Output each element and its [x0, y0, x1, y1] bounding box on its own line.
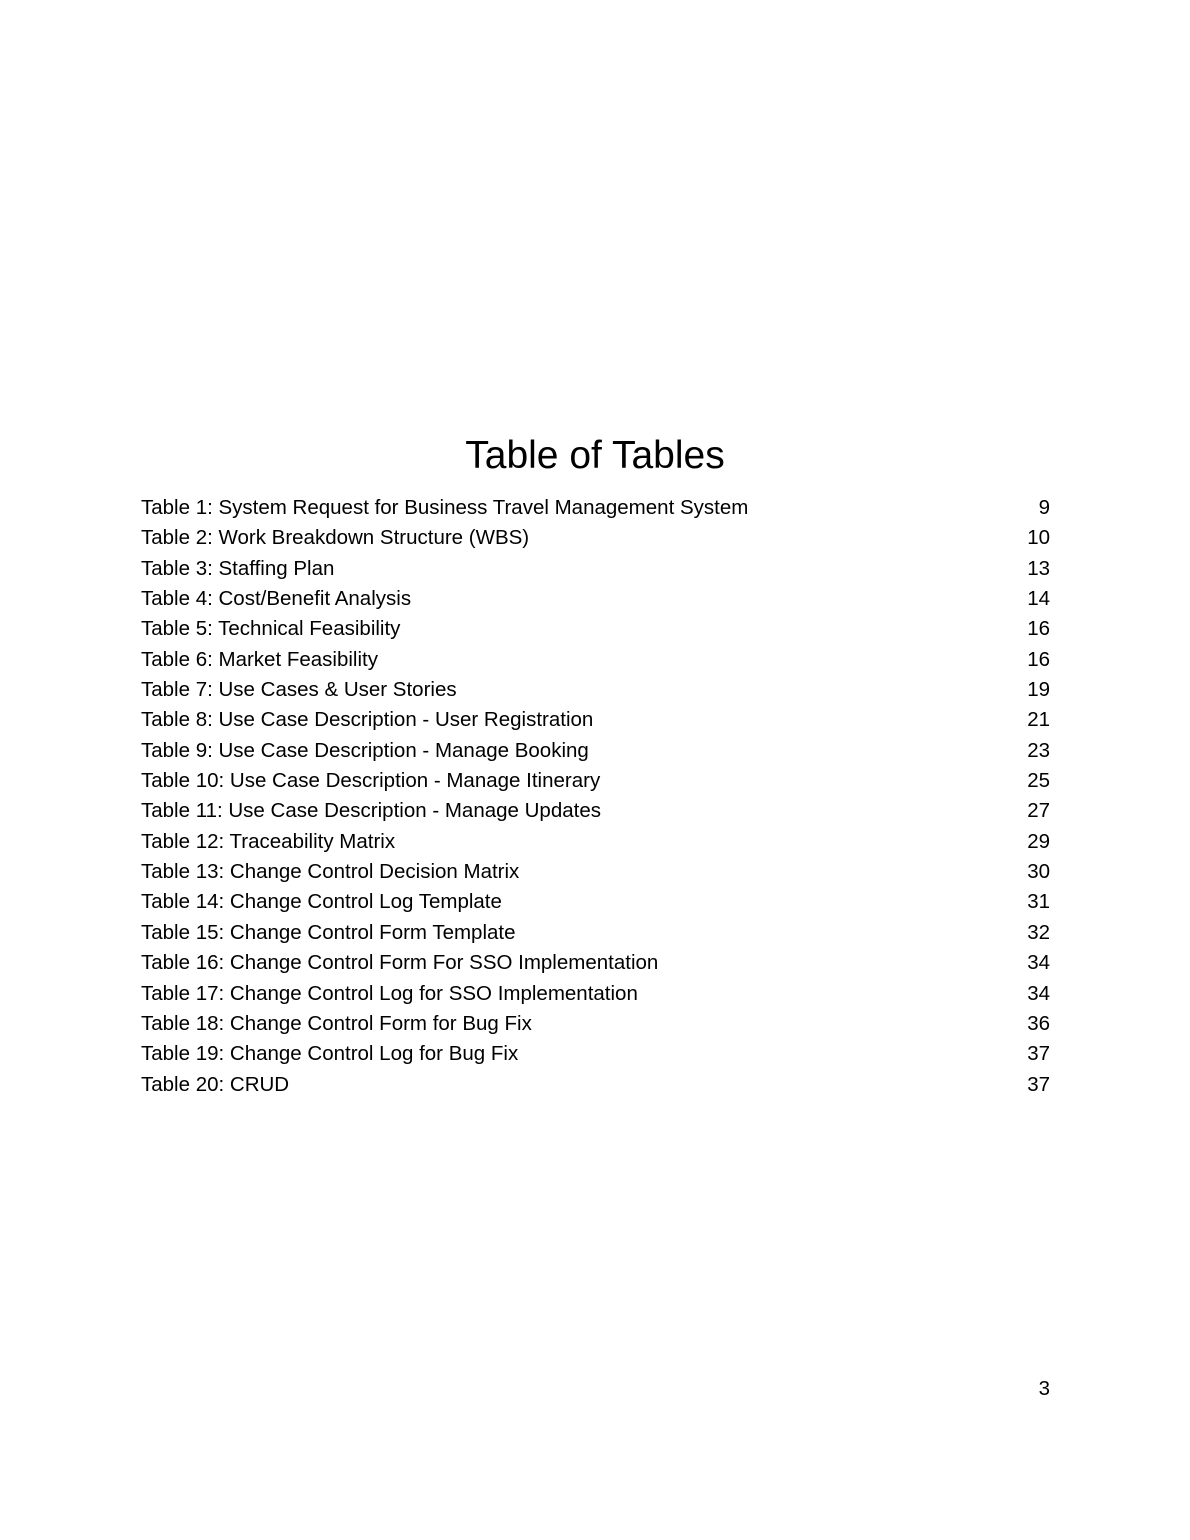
toc-entry-label: Table 17: Change Control Log for SSO Implementation [141, 981, 638, 1005]
toc-entry-page: 19 [1027, 678, 1050, 702]
toc-entry-page: 36 [1027, 1011, 1050, 1035]
toc-entry[interactable] [141, 645, 1050, 675]
toc-entry[interactable] [141, 705, 1050, 735]
toc-entry[interactable] [141, 827, 1050, 857]
toc-entry-page: 37 [1027, 1072, 1050, 1096]
toc-entry-label: Table 11: Use Case Description - Manage Updates [141, 799, 601, 823]
toc-entry[interactable] [141, 523, 1050, 553]
toc-entry[interactable] [141, 614, 1050, 644]
toc-entry-label: Table 8: Use Case Description - User Registration [141, 708, 594, 732]
toc-entry-label: Table 3: Staffing Plan [141, 556, 335, 580]
page-title: Table of Tables [465, 434, 725, 477]
toc-entry[interactable] [141, 857, 1050, 887]
page-number: 3 [1038, 1377, 1050, 1400]
toc-entry[interactable] [141, 675, 1050, 705]
toc-entry-label: Table 18: Change Control Form for Bug Fix [141, 1011, 532, 1035]
toc-entry[interactable] [141, 736, 1050, 766]
toc-entry-page: 31 [1027, 890, 1050, 914]
toc-entry-page: 21 [1027, 708, 1050, 732]
toc-entry-label: Table 13: Change Control Decision Matrix [141, 860, 520, 884]
toc-entry-label: Table 6: Market Feasibility [141, 647, 378, 671]
toc-entry-page: 37 [1027, 1042, 1050, 1066]
toc-entry[interactable] [141, 584, 1050, 614]
toc-entry-page: 23 [1027, 738, 1050, 762]
toc-entry-page: 27 [1027, 799, 1050, 823]
toc-entry[interactable] [141, 887, 1050, 917]
toc-entry[interactable] [141, 918, 1050, 948]
toc-entry[interactable] [141, 1039, 1050, 1069]
toc-entry-label: Table 12: Traceability Matrix [141, 829, 396, 853]
toc-entry-label: Table 9: Use Case Description - Manage Booking [141, 738, 589, 762]
toc-entry-page: 9 [1038, 496, 1050, 519]
toc-entry-label: Table 10: Use Case Description - Manage Itinerary [141, 769, 601, 793]
toc-entry-label: Table 20: CRUD [141, 1072, 290, 1096]
toc-entry-label: Table 2: Work Breakdown Structure (WBS) [141, 526, 530, 550]
toc-entry[interactable] [141, 948, 1050, 978]
toc-entry-page: 30 [1027, 860, 1050, 884]
table-of-tables-list [141, 493, 1050, 1100]
toc-entry-label: Table 4: Cost/Benefit Analysis [141, 587, 412, 611]
toc-entry[interactable] [141, 1009, 1050, 1039]
toc-entry-page: 16 [1027, 647, 1050, 671]
toc-entry-page: 10 [1027, 526, 1050, 550]
toc-entry-page: 14 [1027, 587, 1050, 611]
toc-entry-page: 16 [1027, 617, 1050, 641]
toc-entry-label: Table 16: Change Control Form For SSO Implementation [141, 951, 659, 975]
toc-entry-page: 25 [1027, 769, 1050, 793]
toc-entry-page: 34 [1027, 951, 1050, 975]
toc-entry[interactable] [141, 796, 1050, 826]
toc-entry-label: Table 14: Change Control Log Template [141, 890, 502, 914]
toc-entry[interactable] [141, 766, 1050, 796]
toc-entry[interactable] [141, 979, 1050, 1009]
toc-entry-label: Table 19: Change Control Log for Bug Fix [141, 1042, 519, 1066]
toc-entry-label: Table 15: Change Control Form Template [141, 920, 516, 944]
toc-entry-page: 32 [1027, 920, 1050, 944]
toc-entry-page: 34 [1027, 981, 1050, 1005]
toc-entry-label: Table 5: Technical Feasibility [141, 617, 401, 641]
toc-entry[interactable] [141, 554, 1050, 584]
toc-entry[interactable] [141, 493, 1050, 523]
toc-entry-label: Table 1: System Request for Business Travel Management System [141, 496, 749, 519]
toc-entry-page: 13 [1027, 556, 1050, 580]
toc-entry[interactable] [141, 1070, 1050, 1100]
toc-entry-page: 29 [1027, 829, 1050, 853]
toc-entry-label: Table 7: Use Cases & User Stories [141, 678, 457, 702]
